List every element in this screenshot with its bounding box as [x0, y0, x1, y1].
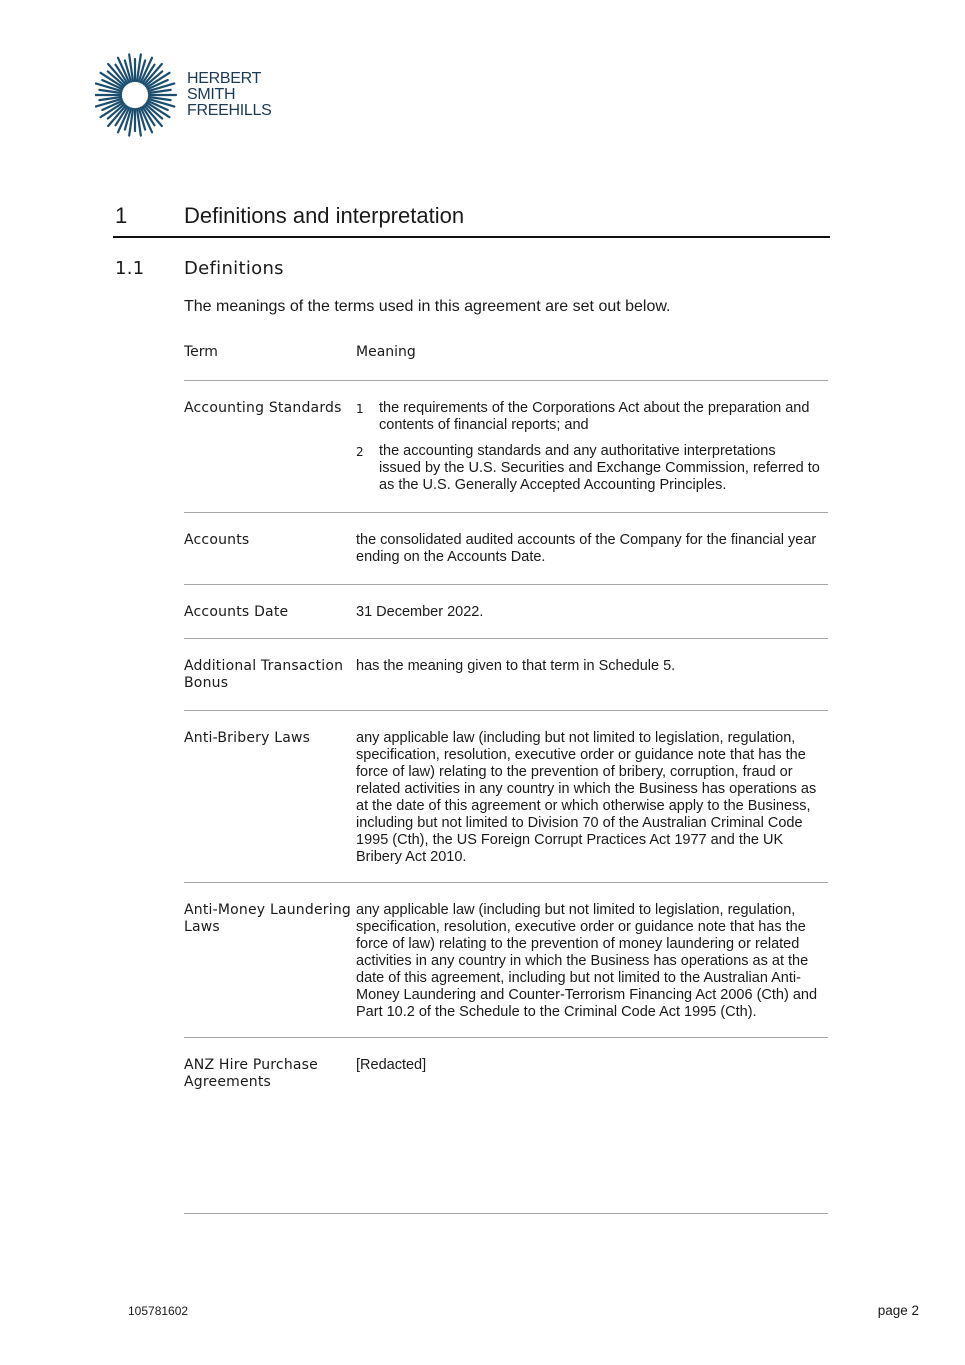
intro-paragraph: The meanings of the terms used in this agreement are set out below.	[184, 298, 671, 315]
sunburst-logo-icon	[95, 52, 179, 138]
header-meaning: Meaning	[356, 344, 416, 360]
definition-row	[184, 1038, 828, 1214]
definition-term: Accounts Date	[184, 604, 289, 620]
definition-term: Additional Transaction Bonus	[184, 658, 344, 691]
definition-row	[184, 883, 828, 1038]
definition-row	[184, 639, 828, 711]
section-title: Definitions and interpretation	[184, 203, 465, 228]
list-text: the accounting standards and any authoritative interpretations issued by the U.S. Securities and Exchange Commission, referred to as the U.S. Generally Accepted Accounting Principles.	[379, 443, 820, 493]
definition-term: Anti-Bribery Laws	[184, 730, 311, 746]
definition-row	[184, 585, 828, 639]
definition-term: Accounts	[184, 532, 250, 548]
definition-row	[184, 381, 828, 513]
definition-row	[184, 513, 828, 585]
section-heading	[113, 200, 830, 238]
definition-meaning: [Redacted]	[356, 1057, 427, 1073]
list-number: 2	[356, 445, 364, 459]
logo-line: SMITH	[187, 86, 236, 103]
definition-meaning	[356, 400, 820, 503]
list-number: 1	[356, 402, 364, 416]
definition-term: ANZ Hire Purchase Agreements	[184, 1057, 318, 1090]
definitions-table	[184, 344, 828, 1214]
subsection-title: Definitions	[184, 258, 284, 279]
page-number: page 2	[877, 1303, 919, 1318]
definition-term: Anti-Money Laundering Laws	[184, 902, 351, 935]
document-number: 105781602	[128, 1304, 189, 1318]
definition-meaning: any applicable law (including but not limited to legislation, regulation, specification, resolution, executive order or guidance note that has the force of law) relating to the prevention of money laundering or related activities in any country in which the Business has operations as at the date of this agreement, including but not limited to the Australian Anti-Money Laundering and Counter-Terrorism Financing Act 2006 (Cth) and Part 10.2 of the Schedule to the Criminal Code Act 1995 (Cth).	[356, 902, 818, 1020]
logo-wordmark	[187, 71, 271, 119]
section-number: 1	[115, 203, 128, 228]
meaning-list-item	[356, 400, 820, 434]
company-logo	[95, 52, 275, 140]
definition-row	[184, 711, 828, 883]
definition-meaning: the consolidated audited accounts of the Company for the financial year ending on the Accounts Date.	[356, 532, 817, 565]
list-text: the requirements of the Corporations Act about the preparation and contents of financial reports; and	[379, 400, 810, 433]
definition-meaning: has the meaning given to that term in Schedule 5.	[356, 658, 676, 674]
definition-meaning: 31 December 2022.	[356, 604, 484, 620]
subsection-number: 1.1	[115, 258, 145, 279]
meaning-list-item	[356, 443, 820, 494]
definition-meaning: any applicable law (including but not limited to legislation, regulation, specification, resolution, executive order or guidance note that has the force of law) relating to the prevention of bribery, corruption, fraud or related activities in any country in which the Business has operations as at the date of this agreement or which otherwise apply to the Business, including but not limited to Division 70 of the Australian Criminal Code 1995 (Cth), the US Foreign Corrupt Practices Act 1977 and the UK Bribery Act 2010.	[356, 730, 817, 865]
table-header	[184, 344, 828, 381]
logo-line: HERBERT	[187, 70, 262, 87]
header-term: Term	[184, 344, 218, 360]
definition-term: Accounting Standards	[184, 400, 342, 416]
logo-line: FREEHILLS	[187, 102, 272, 119]
